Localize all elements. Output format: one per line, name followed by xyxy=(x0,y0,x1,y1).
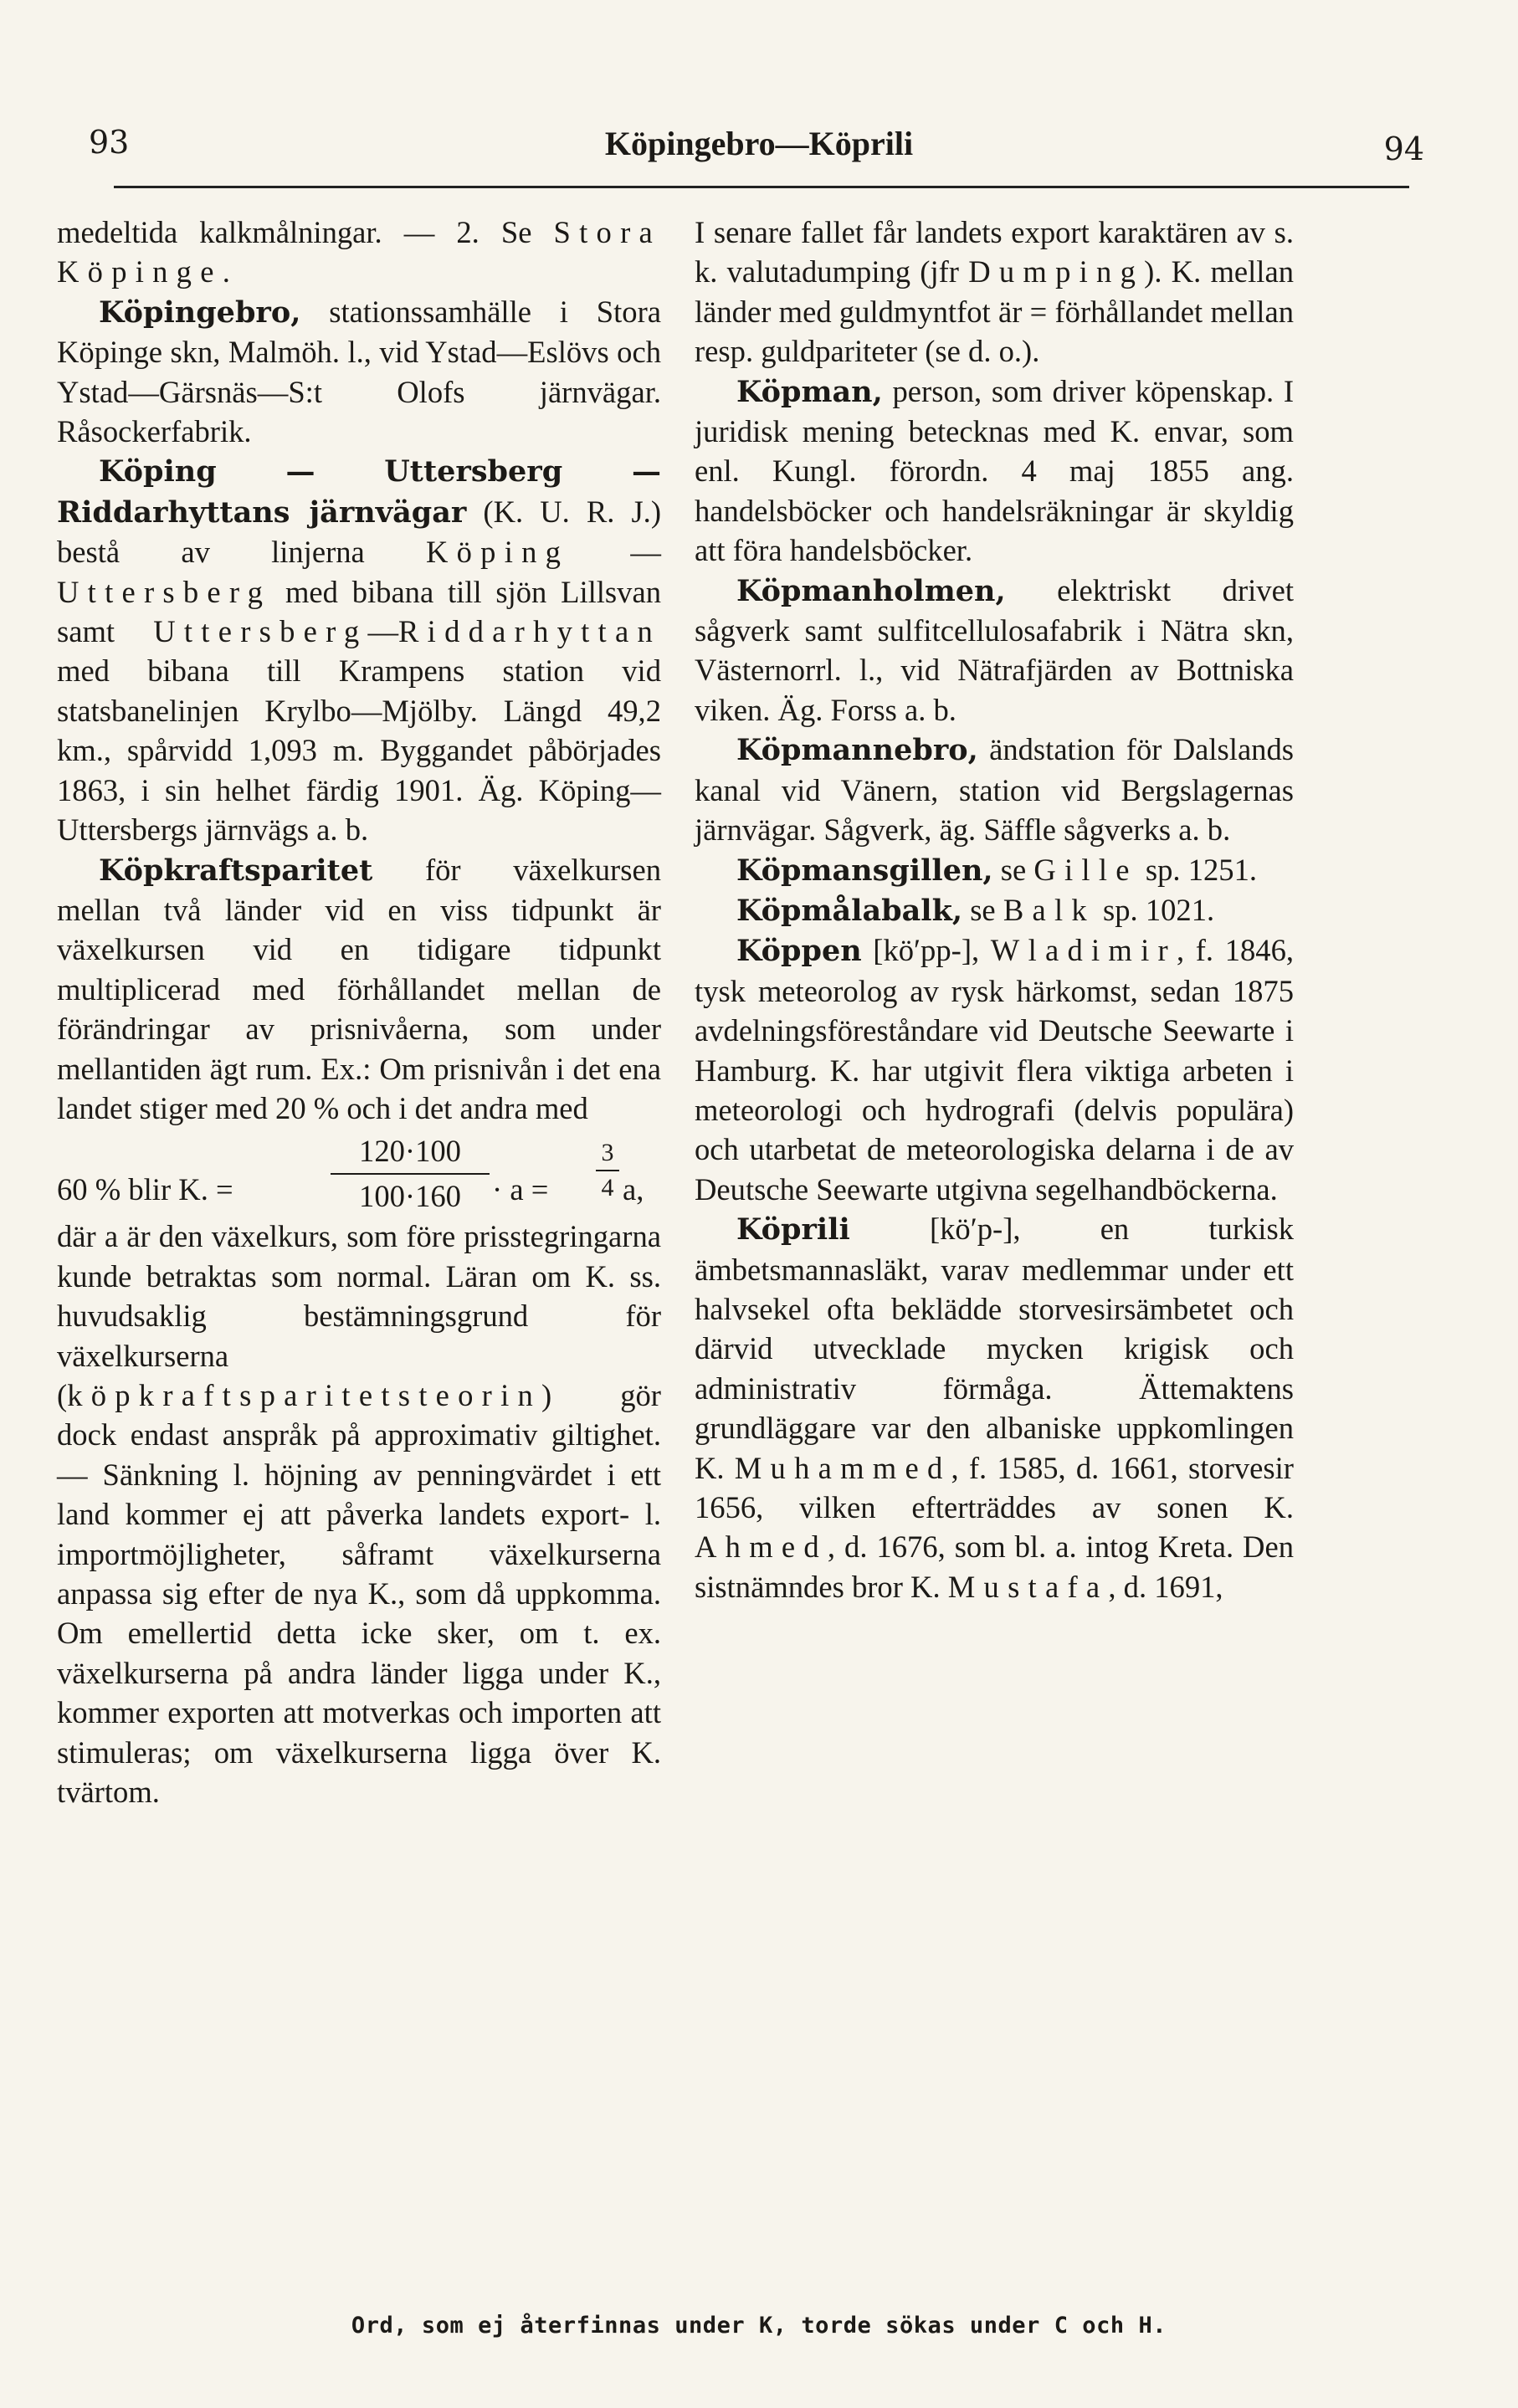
entry-koprili: Köprili [kö′p-], en turkisk ämbetsmannasläkt, varav medlemmar under ett halvsekel ofta beklädde storvesirsämbetet och därvid utvecklade mycken krigisk och administrativ förmåga. Ättemaktens grundläggare var den albaniske uppkomlingen K. Muhammed, f. 1585, d. 1661, storvesir 1656, vilken efterträddes av sonen K. Ahmed, d. 1676, som bl. a. intog Kreta. Den sistnämndes bror K. Mustafa, d. 1691, xyxy=(695,1212,1294,1604)
entry-kopmansgillen: Köpmansgillen, se Gille sp. 1251. xyxy=(736,852,1258,888)
right-column xyxy=(695,213,1294,1606)
formula: 60 % blir K. = $\frac{120\cdot 100}{100\cdot 160}$ · a = $\frac{3}{4}$ a, xyxy=(57,1131,661,1215)
entry-koppen: Köppen [kö′pp-], Wladimir, f. 1846, tysk meteorolog av rysk härkomst, sedan 1875 avdelningsföreståndare vid Deutsche Seewarte i Hamburg. K. har utgivit flera viktiga arbeten i meteorologi och hydrografi (delvis populära) och utarbetat de meteorologiska delarna i de av Deutsche Seewarte utgivna segelhandböckerna. xyxy=(695,933,1295,1207)
entry-koping-uttersberg: Köping — Uttersberg — Riddarhyttans järnvägar (K. U. R. J.) bestå av linjerna Köping —Uttersberg med bibana till sjön Lillsvan samt Uttersberg—Riddarhyttan med bibana till Krampens station vid statsbanelinjen Krylbo—Mjölby. Längd 49,2 km., spårvidd 1,093 m. Byggandet påbörjades 1863, i sin helhet färdig 1901. Äg. Köping—Uttersbergs järnvägs a. b. xyxy=(57,454,661,848)
formula-fraction-small: $\frac{3}{4}$ xyxy=(596,1136,619,1205)
entry-kopmannebro: Köpmannebro, ändstation för Dalslands kanal vid Vänern, station vid Bergslagernas järnvägar. Sågverk, äg. Säffle sågverks a. b. xyxy=(695,732,1294,848)
footer-note: Ord, som ej återfinnas under K, torde sökas under C och H. xyxy=(351,2313,1167,2339)
entry-headword: Köprili xyxy=(736,1212,850,1248)
entry-kopman: Köpman, person, som driver köpenskap. I juridisk mening betecknas med K. envar, som enl. Kungl. förordn. 4 maj 1855 ang. handelsböcker och handelsräkningar är skyldig att föra handelsböcker. xyxy=(695,373,1294,568)
page-header xyxy=(59,115,1459,174)
page-number-right: 94 xyxy=(1383,131,1424,167)
entry-headword: Köppen xyxy=(736,934,862,969)
entry-headword: Köpmålabalk, xyxy=(736,893,963,928)
entry-kopkraftsparitet: Köpkraftsparitet för växelkursen mellan två länder vid en viss tidpunkt är växelkursen vid en tidigare tidpunkt multiplicerad med förhållandet mellan de förändringar av prisnivåerna, som under mellantiden ägt rum. Ex.: Om prisnivån i det ena landet stiger med 20 % och i det andra med xyxy=(57,852,661,1125)
entry-headword: Köpkraftsparitet xyxy=(99,853,373,888)
entry-headword: Köpmansgillen, xyxy=(736,853,993,888)
entry-headword: Köpman, xyxy=(736,374,883,409)
page-number-left: 93 xyxy=(89,124,130,161)
entry-kopmanholmen: Köpmanholmen, elektriskt drivet sågverk samt sulfitcellulosafabrik i Nätra skn, Västernorrl. l., vid Nätrafjärden av Bottniska viken. Äg. Forss a. b. xyxy=(695,572,1294,727)
running-title: Köpingebro—Köprili xyxy=(604,125,914,162)
entry-headword: Köpmannebro, xyxy=(736,733,978,768)
entry-headword: Köping — Uttersberg — Riddarhyttans järnvägar xyxy=(57,454,661,530)
left-column xyxy=(57,213,661,1811)
continuation-paragraph: medeltida kalkmålningar. — 2. Se Stora Köpinge. xyxy=(57,215,661,289)
entry-headword: Köpingebro, xyxy=(99,295,301,330)
header-rule xyxy=(114,186,1409,188)
formula-fraction: $\frac{120\cdot 100}{100\cdot 160}$ xyxy=(331,1131,490,1216)
entry-headword: Köpmanholmen, xyxy=(736,573,1006,608)
entry-kopkraftsparitet-cont: där a är den växelkurs, som före prisstegringarna kunde betraktas som normal. Läran om K. ss. huvudsaklig bestämningsgrund för växelkurserna (köpkraftsparitetsteorin) gör dock endast anspråk på approximativ giltighet. — Sänkning l. höjning av penningvärdet i ett land kommer ej att påverka landets export- l. importmöjligheter, såframt växelkurserna anpassa sig efter de nya K., som då uppkomma. Om emellertid detta icke sker, om t. ex. växelkurserna på andra länder ligga under K., kommer exporten att motverkas och importen att stimuleras; om växelkurserna ligga över K. tvärtom. xyxy=(57,1219,661,1810)
entry-kopingebro: Köpingebro, stationssamhälle i Stora Köpinge skn, Malmöh. l., vid Ystad—Eslövs och Ystad—Gärsnäs—S:t Olofs järnvägar. Råsockerfabrik. xyxy=(57,294,661,449)
continuation-paragraph: I senare fallet får landets export karaktären av s. k. valutadumping (jfr Dumping). K. mellan länder med guldmyntfot är = förhållandet mellan resp. guldpariteter (se d. o.). xyxy=(695,215,1294,369)
entry-kopmalabalk: Köpmålabalk, se Balk sp. 1021. xyxy=(736,892,1215,928)
